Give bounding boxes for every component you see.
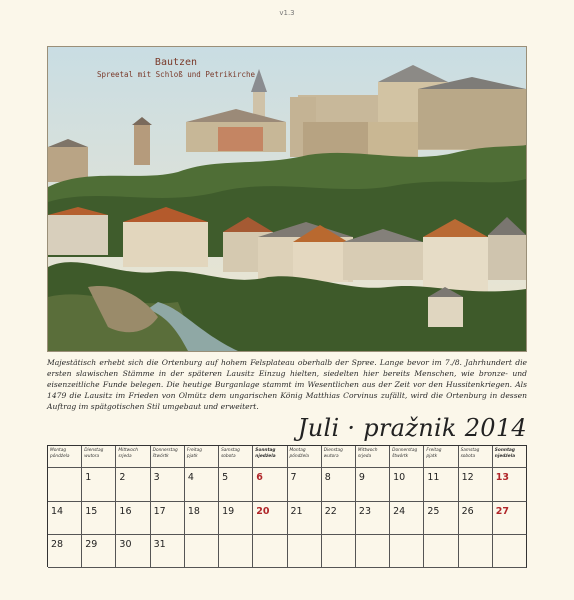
- day-cell: 21: [288, 502, 322, 535]
- weekday-header: [493, 446, 527, 468]
- day-cell: 16: [116, 502, 150, 535]
- weekday-header: [322, 446, 356, 468]
- weekday-name-german: Sonntag: [494, 448, 515, 453]
- day-cell: 18: [185, 502, 219, 535]
- weekday-header: [390, 446, 424, 468]
- day-cell: 3: [151, 468, 185, 502]
- day-cell: 22: [322, 502, 356, 535]
- day-cell: [288, 535, 322, 568]
- day-cell: 15: [82, 502, 116, 535]
- weekday-name-german: Dienstag: [323, 448, 343, 453]
- weekday-name-sorbian: njedźela: [255, 453, 276, 459]
- day-cell: [424, 535, 458, 568]
- weekday-name-sorbian: sobota: [460, 453, 476, 459]
- day-cell: 31: [151, 535, 185, 568]
- postcard-photo: [47, 46, 527, 352]
- calendar-grid: [47, 445, 527, 567]
- weekday-header: [185, 446, 219, 468]
- weekday-header: [459, 446, 493, 468]
- day-cell: 30: [116, 535, 150, 568]
- day-cell: [219, 535, 253, 568]
- weekday-header: [288, 446, 322, 468]
- weekday-name-german: Samstag: [221, 448, 240, 453]
- weekday-name-sorbian: srjeda: [118, 453, 132, 459]
- weekday-header: [116, 446, 150, 468]
- weekday-name-german: Montag: [289, 448, 306, 453]
- weekday-name-german: Freitag: [186, 448, 202, 453]
- weekday-name-german: Freitag: [426, 448, 442, 453]
- weekday-header: [424, 446, 458, 468]
- day-cell: [322, 535, 356, 568]
- day-cell: 20: [253, 502, 287, 535]
- weekday-name-sorbian: wutora: [84, 453, 100, 459]
- photo-illustration: [48, 47, 526, 351]
- day-cell: 25: [424, 502, 458, 535]
- weekday-header: [356, 446, 390, 468]
- weekday-header: [82, 446, 116, 468]
- day-cell: 10: [390, 468, 424, 502]
- weekday-header: [253, 446, 287, 468]
- weekday-name-german: Sonntag: [255, 448, 276, 453]
- day-cell: [48, 468, 82, 502]
- day-cell: 24: [390, 502, 424, 535]
- weekday-header: [151, 446, 185, 468]
- weekday-name-sorbian: sobota: [221, 453, 236, 459]
- weekday-header: [48, 446, 82, 468]
- photo-caption: Majestätisch erhebt sich die Ortenburg auf hohem Felsplateau oberhalb der Spree. Lange bevor im 7./8. Jahrhundert die ersten slawischen Stämme in der späteren Lausitz Einzug hielten, siedelten hier bereits Menschen, wie bronze- und eisenzeitliche Funde belegen. Die heutige Burganlage stammt im Wesentlichen aus der Zeit vor den Hussitenkriegen. Als 1479 die Lausitz im Frieden von Olmütz dem ungarischen König Matthias Corvinus zufällt, wird die Ortenburg in dessen Auftrag im spätgotischen Stil umgebaut und erweitert.: [47, 358, 527, 411]
- weekday-name-german: Montag: [50, 448, 67, 453]
- day-cell: [459, 535, 493, 568]
- day-cell: 6: [253, 468, 287, 502]
- weekday-name-sorbian: pjatk: [426, 453, 438, 459]
- day-cell: 19: [219, 502, 253, 535]
- weekday-name-sorbian: póndźela: [50, 453, 70, 459]
- day-cell: 12: [459, 468, 493, 502]
- photo-title: [96, 57, 256, 81]
- weekday-name-sorbian: njedźela: [494, 453, 516, 459]
- month-title: Juli · pražnik 2014: [297, 414, 527, 442]
- day-cell: 5: [219, 468, 253, 502]
- page-code: v1.3: [279, 9, 295, 17]
- weekday-name-german: Mittwoch: [357, 448, 378, 453]
- day-cell: 14: [48, 502, 82, 535]
- weekday-name-sorbian: štwórtk: [152, 453, 169, 459]
- weekday-name-sorbian: póndźela: [289, 453, 310, 459]
- weekday-name-sorbian: štwórtk: [392, 453, 409, 459]
- day-cell: [356, 535, 390, 568]
- day-cell: [253, 535, 287, 568]
- day-cell: 1: [82, 468, 116, 502]
- weekday-name-german: Donnerstag: [152, 448, 178, 453]
- day-cell: 28: [48, 535, 82, 568]
- weekday-name-german: Mittwoch: [118, 448, 138, 453]
- day-cell: 2: [116, 468, 150, 502]
- day-cell: [390, 535, 424, 568]
- day-cell: 27: [493, 502, 527, 535]
- day-cell: 7: [288, 468, 322, 502]
- day-cell: 17: [151, 502, 185, 535]
- day-cell: 29: [82, 535, 116, 568]
- weekday-name-sorbian: wutora: [323, 453, 339, 459]
- day-cell: 4: [185, 468, 219, 502]
- weekday-name-german: Dienstag: [84, 448, 104, 453]
- day-cell: 23: [356, 502, 390, 535]
- day-cell: 8: [322, 468, 356, 502]
- weekday-name-sorbian: srjeda: [357, 453, 372, 459]
- day-cell: [493, 535, 527, 568]
- weekday-name-german: Donnerstag: [392, 448, 418, 453]
- day-cell: 26: [459, 502, 493, 535]
- day-cell: 13: [493, 468, 527, 502]
- photo-title-text: Bautzen: [154, 57, 198, 68]
- weekday-name-sorbian: pjatk: [186, 453, 198, 459]
- day-cell: 11: [424, 468, 458, 502]
- day-cell: [185, 535, 219, 568]
- weekday-header: [219, 446, 253, 468]
- photo-subtitle-text: Spreetal mit Schloß und Petrikirche: [96, 70, 256, 79]
- day-cell: 9: [356, 468, 390, 502]
- weekday-name-german: Samstag: [460, 448, 480, 453]
